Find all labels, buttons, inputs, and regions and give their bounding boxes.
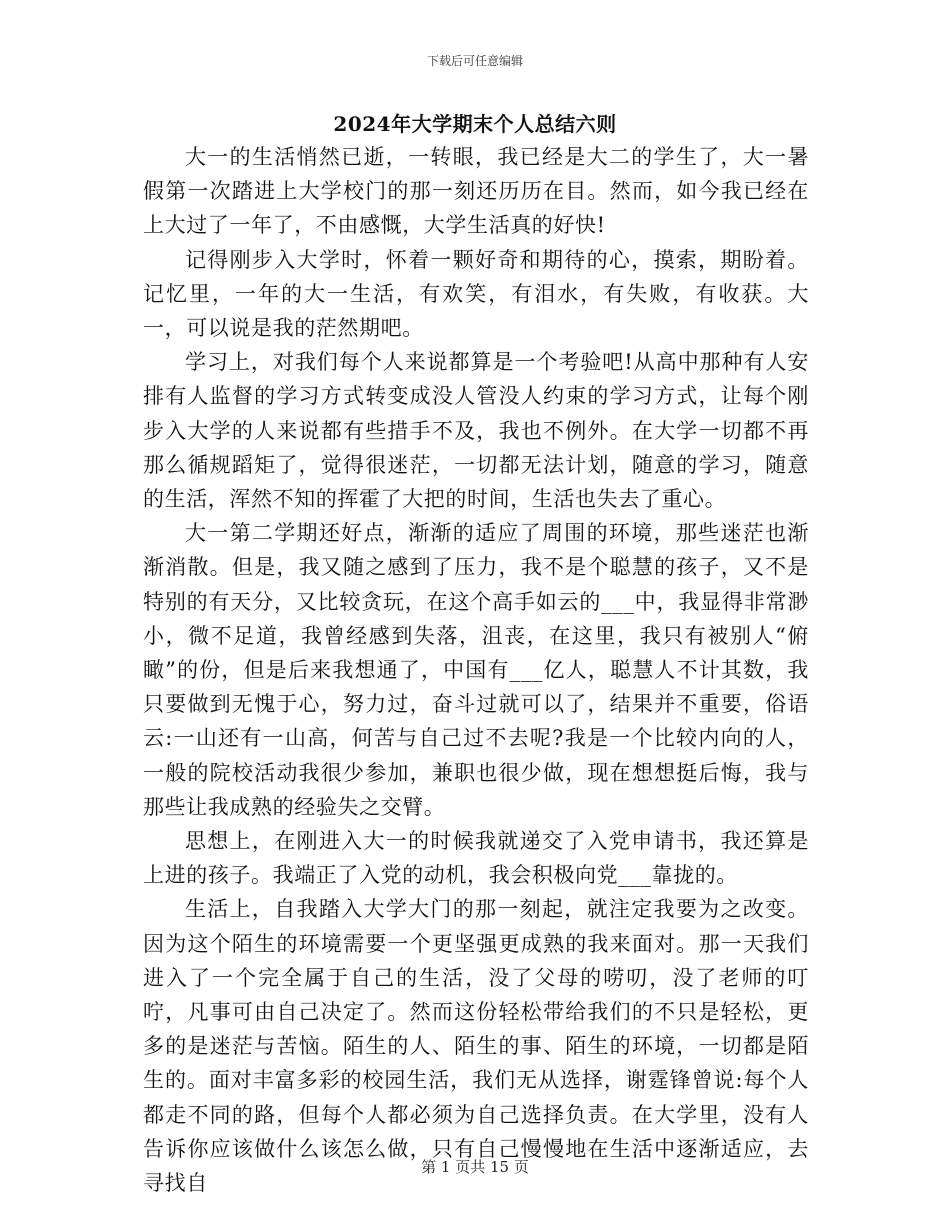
paragraph: 大一的生活悄然已逝，一转眼，我已经是大二的学生了，大一暑假第一次踏进上大学校门的那一刻还历历在目。然而，如今我已经在上大过了一年了，不由感慨，大学生活真的好快! [143,145,809,238]
paragraph: 大一第二学期还好点，渐渐的适应了周围的环境，那些迷茫也渐渐消散。但是，我又随之感到了压力，我不是个聪慧的孩子，又不是特别的有天分，又比较贪玩，在这个高手如云的___中，我显得非常渺小，微不足道，我曾经感到失落，沮丧，在这里，我只有被别人“俯瞰”的份，但是后来我想通了，中国有___亿人，聪慧人不计其数，我只要做到无愧于心，努力过，奋斗过就可以了，结果并不重要，俗语云:一山还有一山高，何苦与自己过不去呢?我是一个比较内向的人，一般的院校活动我很少参加，兼职也很少做，现在想想挺后悔，我与那些让我成熟的经验失之交臂。 [143,521,809,819]
document-title: 2024年大学期末个人总结六则 [333,112,617,136]
document-body [143,140,809,1200]
paragraph: 生活上，自我踏入大学大门的那一刻起，就注定我要为之改变。因为这个陌生的环境需要一个更坚强更成熟的我来面对。那一天我们进入了一个完全属于自己的生活，没了父母的唠叨，没了老师的叮咛，凡事可由自己决定了。然而这份轻松带给我们的不只是轻松，更多的是迷茫与苦恼。陌生的人、陌生的事、陌生的环境，一切都是陌生的。面对丰富多彩的校园生活，我们无从选择，谢霆锋曾说:每个人都走不同的路，但每个人都必须为自己选择负责。在大学里，没有人告诉你应该做什么该怎么做，只有自己慢慢地在生活中逐渐适应，去寻找自 [143,897,809,1196]
paragraph: 记得刚步入大学时，怀着一颗好奇和期待的心，摸索，期盼着。记忆里，一年的大一生活，有欢笑，有泪水，有失败，有收获。大一，可以说是我的茫然期吧。 [143,247,809,341]
paragraph: 思想上，在刚进入大一的时候我就递交了入党申请书，我还算是上进的孩子。我端正了入党的动机，我会积极向党___靠拢的。 [143,829,809,888]
page-header-note: 下载后可任意编辑 [426,54,523,68]
paragraph: 学习上，对我们每个人来说都算是一个考验吧!从高中那种有人安排有人监督的学习方式转变成没人管没人约束的学习方式，让每个刚步入大学的人来说都有些措手不及，我也不例外。在大学一切都不再那么循规蹈矩了，觉得很迷茫，一切都无法计划，随意的学习，随意的生活，浑然不知的挥霍了大把的时间，生活也失去了重心。 [143,350,809,512]
page-number: 第 1 页共 15 页 [421,1158,529,1176]
